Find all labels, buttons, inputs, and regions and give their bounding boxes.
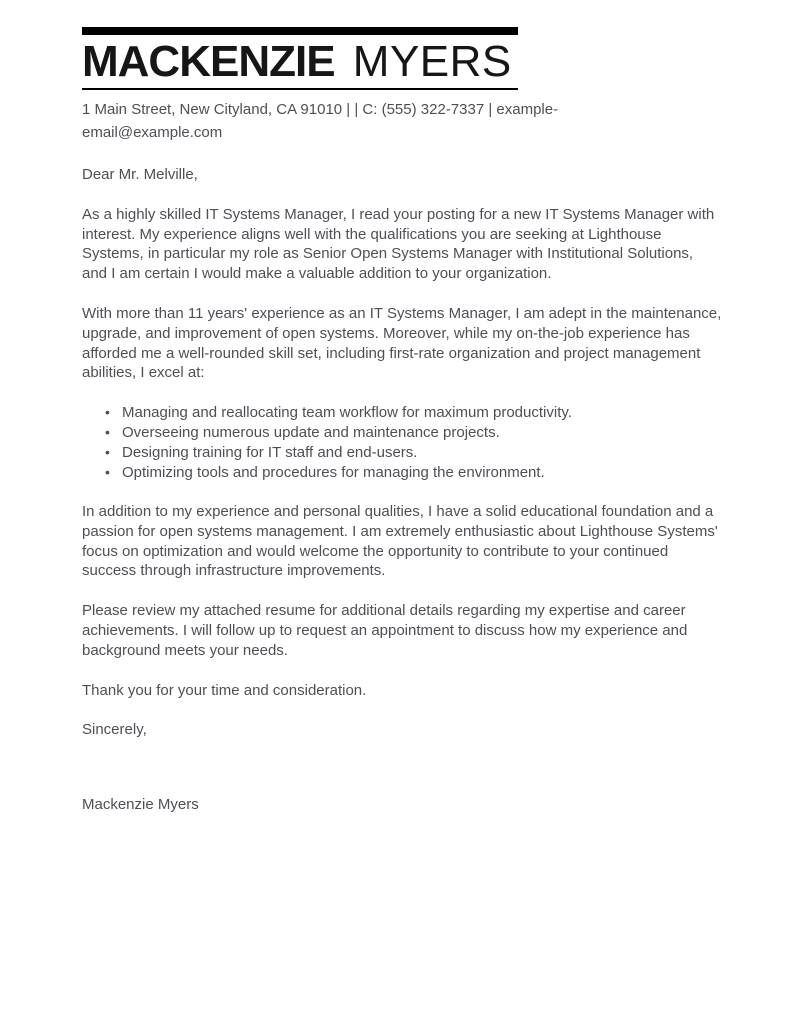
paragraph-opening: As a highly skilled IT Systems Manager, I read your posting for a new IT Systems Manager with interest. My experience aligns well with the qualifications you are seeking at Lighthouse Systems, in particular my role as Senior Open Systems Manager with Institutional Solutions, and I am certain I would make a valuable addition to your organization. [82,205,715,283]
skills-list-item: • Managing and reallocating team workflow for maximum productivity. [122,403,722,423]
skills-list-item: • Optimizing tools and procedures for managing the environment. [122,463,722,483]
thanks-line: Thank you for your time and consideration. [82,681,367,699]
candidate-last-name: MYERS [352,37,512,86]
candidate-first-name: MACKENZIE [82,37,335,86]
paragraph-experience: With more than 11 years' experience as an IT Systems Manager, I am adept in the maintenance, upgrade, and improvement of open systems. Moreover, while my on-the-job experience has afforded me a well-rounded skill set, including first-rate organization and project management abilities, I excel at: [82,305,722,382]
skills-list-item: • Overseeing numerous update and maintenance projects. [122,423,722,443]
closing-line: Sincerely, [82,721,147,739]
letter-body [82,165,722,815]
paragraph-follow-up: Please review my attached resume for additional details regarding my expertise and career achievements. I will follow up to request an appointment to discuss how my experience and background meets your needs. [82,602,688,659]
candidate-name [82,36,722,87]
letter-header [82,27,722,144]
header-top-rule [82,27,518,35]
skills-list-item: • Designing training for IT staff and end-users. [122,443,722,463]
paragraph-education: In addition to my experience and personal qualities, I have a solid educational foundation and a passion for open systems management. I am extremely enthusiastic about Lighthouse Systems' focus on optimization and would welcome the opportunity to contribute to your continued success through infrastructure improvements. [82,502,718,580]
header-bottom-rule [82,88,518,90]
contact-info: 1 Main Street, New Cityland, CA 91010 | | C: (555) 322-7337 | example-email@example.com [82,101,559,141]
salutation: Dear Mr. Melville, [82,166,198,184]
signature-name: Mackenzie Myers [82,796,199,814]
skills-list [82,403,722,483]
